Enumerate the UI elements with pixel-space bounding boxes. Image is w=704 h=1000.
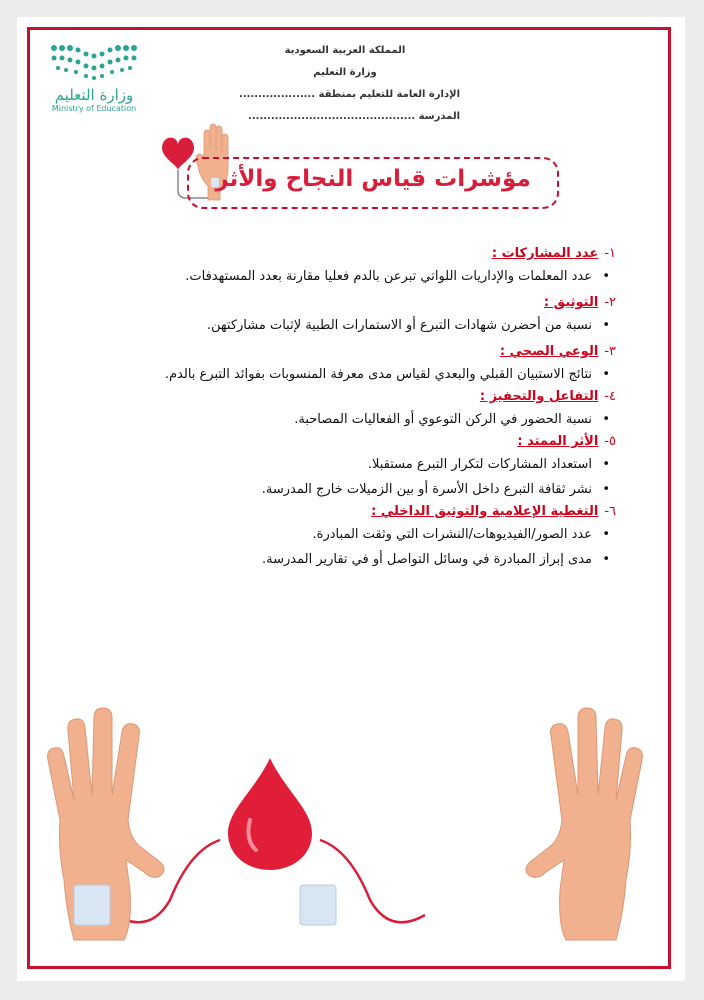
indicators-list bbox=[60, 244, 616, 572]
list-item: • مدى إبراز المبادرة في وسائل التواصل أو في تقارير المدرسة. bbox=[60, 547, 616, 572]
list-item: • نتائج الاستبيان القبلي والبعدي لقياس مدى معرفة المنسوبات بفوائد التبرع بالدم. bbox=[60, 362, 616, 387]
list-item: • نسبة من أحضرن شهادات التبرع أو الاستمارات الطبية لإثبات مشاركتهن. bbox=[60, 313, 616, 338]
section-heading bbox=[60, 432, 616, 452]
section-label: التغطية الإعلامية والتوثيق الداخلي : bbox=[371, 504, 599, 519]
section-label: التوثيق : bbox=[543, 295, 599, 310]
logo-dots-icon bbox=[48, 42, 140, 82]
document-header bbox=[230, 40, 460, 128]
header-school: المدرسة ............................................ bbox=[248, 111, 460, 122]
list-item: • استعداد المشاركات لتكرار التبرع مستقبلا. bbox=[60, 452, 616, 477]
hands-blood-drop-illustration bbox=[30, 700, 670, 960]
section-number: ٢- bbox=[604, 295, 616, 310]
section-label: الأثر الممتد : bbox=[517, 434, 599, 449]
section-heading bbox=[60, 244, 616, 264]
section-heading bbox=[60, 293, 616, 313]
section-label: التفاعل والتحفيز : bbox=[479, 389, 599, 404]
section-number: ٣- bbox=[604, 344, 616, 359]
section-heading bbox=[60, 502, 616, 522]
header-ministry: وزارة التعليم bbox=[313, 67, 377, 78]
list-item: • نسبة الحضور في الركن التوعوي أو الفعاليات المصاحبة. bbox=[60, 407, 616, 432]
logo-arabic-text: وزارة التعليم bbox=[54, 86, 134, 104]
section-number: ١- bbox=[604, 246, 616, 261]
list-item: • عدد الصور/الفيديوهات/النشرات التي وثقت المبادرة. bbox=[60, 522, 616, 547]
list-item: • نشر ثقافة التبرع داخل الأسرة أو بين الزميلات خارج المدرسة. bbox=[60, 477, 616, 502]
section-heading bbox=[60, 387, 616, 407]
header-region: الإدارة العامة للتعليم بمنطقة .................... bbox=[239, 89, 460, 100]
header-country: المملكة العربية السعودية bbox=[284, 45, 406, 56]
section-number: ٦- bbox=[604, 504, 616, 519]
page-title: مؤشرات قياس النجاح والأثر bbox=[215, 166, 531, 192]
section-number: ٥- bbox=[604, 434, 616, 449]
section-heading bbox=[60, 342, 616, 362]
list-item: • عدد المعلمات والإداريات اللواتي تبرعن بالدم فعليا مقارنة بعدد المستهدفات. bbox=[60, 264, 616, 289]
ministry-logo bbox=[44, 42, 144, 114]
section-number: ٤- bbox=[604, 389, 616, 404]
section-label: الوعي الصحي : bbox=[499, 344, 599, 359]
logo-english-text: Ministry of Education bbox=[51, 104, 137, 113]
section-label: عدد المشاركات : bbox=[491, 246, 599, 261]
